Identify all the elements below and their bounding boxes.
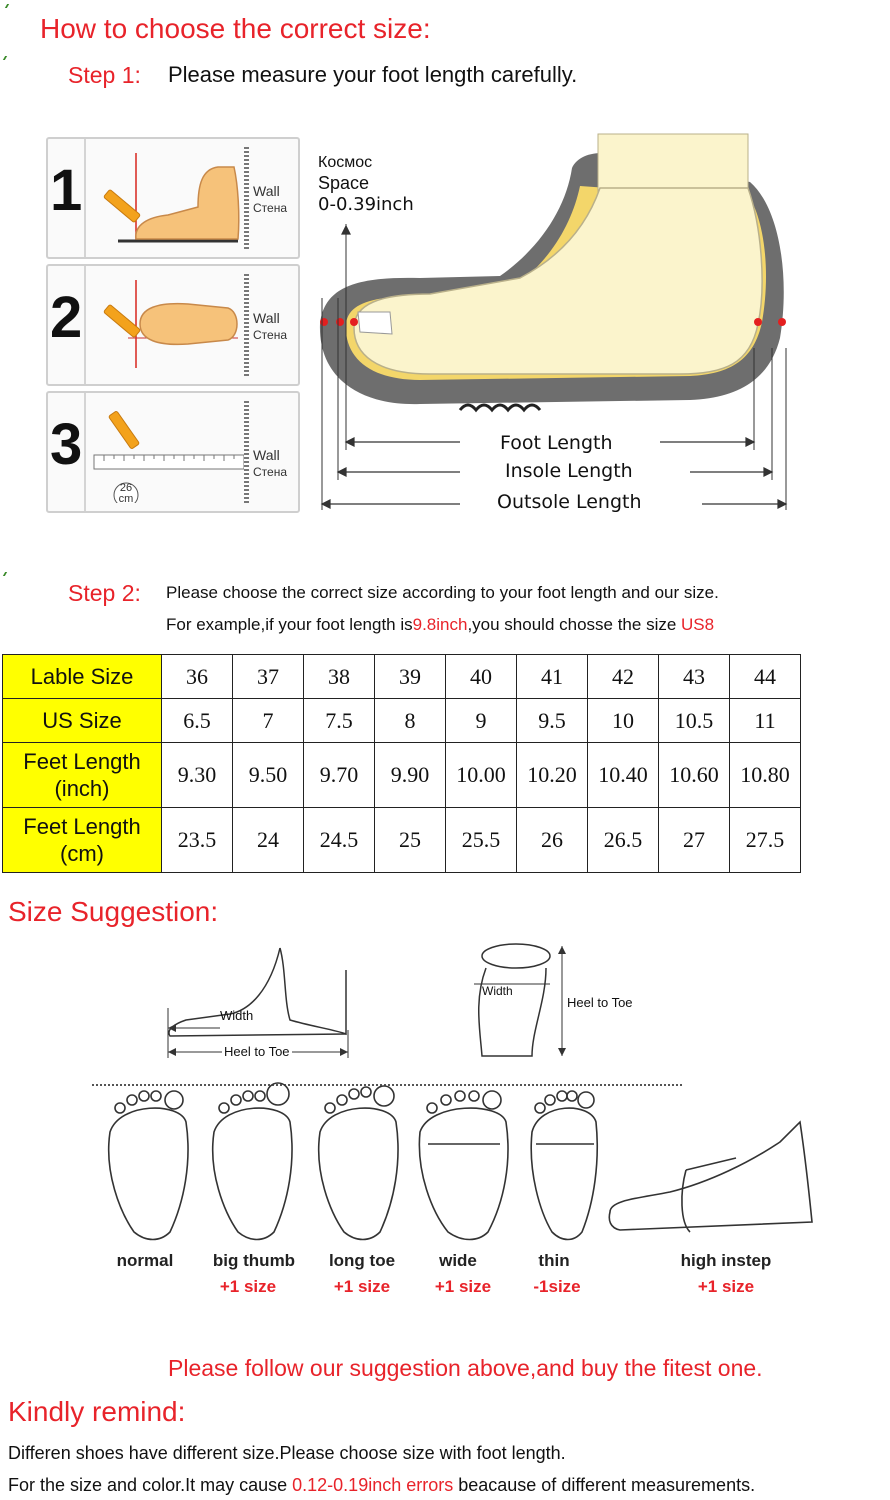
step2-text: Please choose the correct size according to your foot length and our size. [166, 583, 719, 602]
ruler-unit: cm [118, 493, 134, 505]
foot-label-big-thumb: big thumb [212, 1251, 296, 1270]
table-cell: 38 [304, 655, 375, 699]
step1-text: Please measure your foot length carefully. [168, 62, 578, 87]
panel-divider [84, 393, 86, 511]
table-row [3, 808, 801, 873]
table-cell: 39 [375, 655, 446, 699]
corner-tick [3, 572, 13, 576]
panel-number: 1 [50, 158, 83, 223]
table-cell: 9.50 [233, 743, 304, 808]
table-cell: 10.40 [588, 743, 659, 808]
foot-wide-icon [419, 1091, 508, 1240]
table-cell: 43 [659, 655, 730, 699]
table-cell: 24.5 [304, 808, 375, 873]
wall-text: Wall [253, 183, 280, 199]
page-title: How to choose the correct size: [40, 13, 431, 44]
example-mid: ,you should chosse the size [467, 615, 682, 634]
table-cell: 10.20 [517, 743, 588, 808]
panel-divider [84, 266, 86, 384]
table-cell: 8 [375, 699, 446, 743]
measure-panel-1 [46, 137, 300, 259]
row-header-line2: (cm) [60, 841, 104, 866]
table-cell: 10.5 [659, 699, 730, 743]
wall-mark [244, 401, 249, 503]
wall-mark [244, 274, 249, 376]
table-cell: 37 [233, 655, 304, 699]
row-header: Lable Size [3, 655, 162, 699]
corner-tick [5, 4, 15, 8]
ruler-value: 26 [119, 482, 133, 494]
space-ru-text: Космос [318, 154, 373, 171]
table-cell: 7 [233, 699, 304, 743]
table-cell: 41 [517, 655, 588, 699]
panel-number: 2 [50, 285, 83, 350]
remind-line2-prefix: For the size and color.It may cause [8, 1475, 293, 1495]
remind-line2-highlight: 0.12-0.19inch errors [292, 1475, 454, 1495]
table-cell: 26 [517, 808, 588, 873]
table-cell: 36 [162, 655, 233, 699]
row-header [3, 743, 162, 808]
measure-panel-3 [46, 391, 300, 513]
step2-label: Step 2: [68, 580, 141, 606]
top-heel-to-toe-label: Heel to Toe [567, 995, 633, 1010]
foot-normal-icon [109, 1091, 188, 1240]
row-header-line1: Feet Length [23, 749, 141, 774]
wall-label [253, 447, 287, 481]
measure-panel-2 [46, 264, 300, 386]
foot-top-diagram [466, 940, 576, 1064]
foot-label-normal: normal [116, 1251, 174, 1270]
table-cell: 44 [730, 655, 801, 699]
table-cell: 9 [446, 699, 517, 743]
space-text: Space [318, 173, 370, 193]
row-header: US Size [3, 699, 162, 743]
wall-label [253, 183, 287, 217]
side-heel-to-toe-label: Heel to Toe [224, 1044, 290, 1059]
example-value: 9.8inch [412, 615, 468, 634]
table-cell: 27.5 [730, 808, 801, 873]
foot-top-icon [88, 272, 244, 376]
foot-label-high-instep: high instep [680, 1251, 772, 1270]
foot-advice-wide: +1 size [434, 1277, 492, 1296]
ruler-reading [114, 483, 138, 505]
wall-text: Wall [253, 310, 280, 326]
table-cell: 10.60 [659, 743, 730, 808]
wall-text-ru: Стена [253, 465, 288, 479]
table-cell: 25 [375, 808, 446, 873]
panel-number: 3 [50, 412, 83, 477]
table-row [3, 655, 801, 699]
foot-advice-thin: -1size [533, 1277, 581, 1296]
table-cell: 10 [588, 699, 659, 743]
wall-text-ru: Стена [253, 328, 288, 342]
example-prefix: For example,if your foot length is [166, 615, 413, 634]
table-cell: 24 [233, 808, 304, 873]
foot-label-long-toe: long toe [328, 1251, 396, 1270]
insole-length-label: Insole Length [505, 460, 633, 482]
row-header-line1: Feet Length [23, 814, 141, 839]
table-cell: 9.70 [304, 743, 375, 808]
table-cell: 7.5 [304, 699, 375, 743]
foot-label-thin: thin [538, 1251, 570, 1270]
table-row [3, 743, 801, 808]
table-cell: 42 [588, 655, 659, 699]
table-cell: 26.5 [588, 808, 659, 873]
size-table [2, 654, 801, 873]
table-cell: 6.5 [162, 699, 233, 743]
foot-big-thumb-icon [213, 1083, 292, 1240]
table-cell: 27 [659, 808, 730, 873]
foot-label-wide: wide [439, 1251, 477, 1270]
table-cell: 23.5 [162, 808, 233, 873]
step2-example [166, 615, 714, 635]
row-header-line2: (inch) [54, 776, 110, 801]
row-header [3, 808, 162, 873]
follow-note: Please follow our suggestion above,and buy the fitest one. [168, 1355, 763, 1381]
foot-advice-long-toe: +1 size [333, 1277, 391, 1296]
wall-text-ru: Стена [253, 201, 288, 215]
remind-line-1: Differen shoes have different size.Please choose size with foot length. [8, 1443, 566, 1463]
table-cell: 11 [730, 699, 801, 743]
foot-long-toe-icon [319, 1086, 398, 1240]
table-cell: 9.30 [162, 743, 233, 808]
corner-tick [3, 56, 13, 60]
step1-label: Step 1: [68, 62, 141, 88]
outsole-length-label: Outsole Length [497, 491, 642, 513]
space-range-text: 0-0.39inch [318, 194, 414, 215]
remind-line2-suffix: beacause of different measurements. [453, 1475, 756, 1495]
ruler-icon [88, 399, 244, 503]
table-cell: 10.80 [730, 743, 801, 808]
top-width-label: Width [482, 984, 513, 998]
side-width-label: Width [220, 1008, 254, 1023]
foot-high-instep-icon [609, 1122, 812, 1232]
space-note [318, 152, 414, 215]
foot-thin-icon [531, 1091, 597, 1240]
table-cell: 9.90 [375, 743, 446, 808]
suggestion-title: Size Suggestion: [8, 896, 219, 927]
table-row [3, 699, 801, 743]
wall-label [253, 310, 287, 344]
foot-side-icon [88, 145, 244, 249]
remind-title: Kindly remind: [8, 1396, 186, 1427]
panel-divider [84, 139, 86, 257]
foot-length-label: Foot Length [500, 432, 613, 454]
table-cell: 40 [446, 655, 517, 699]
table-cell: 25.5 [446, 808, 517, 873]
remind-line-2 [8, 1475, 755, 1496]
wall-mark [244, 147, 249, 249]
wall-text: Wall [253, 447, 280, 463]
example-size: US8 [681, 615, 715, 634]
foot-types-row [100, 1082, 820, 1242]
table-cell: 10.00 [446, 743, 517, 808]
table-cell: 9.5 [517, 699, 588, 743]
foot-advice-big-thumb: +1 size [219, 1277, 277, 1296]
foot-advice-high-instep: +1 size [697, 1277, 755, 1296]
